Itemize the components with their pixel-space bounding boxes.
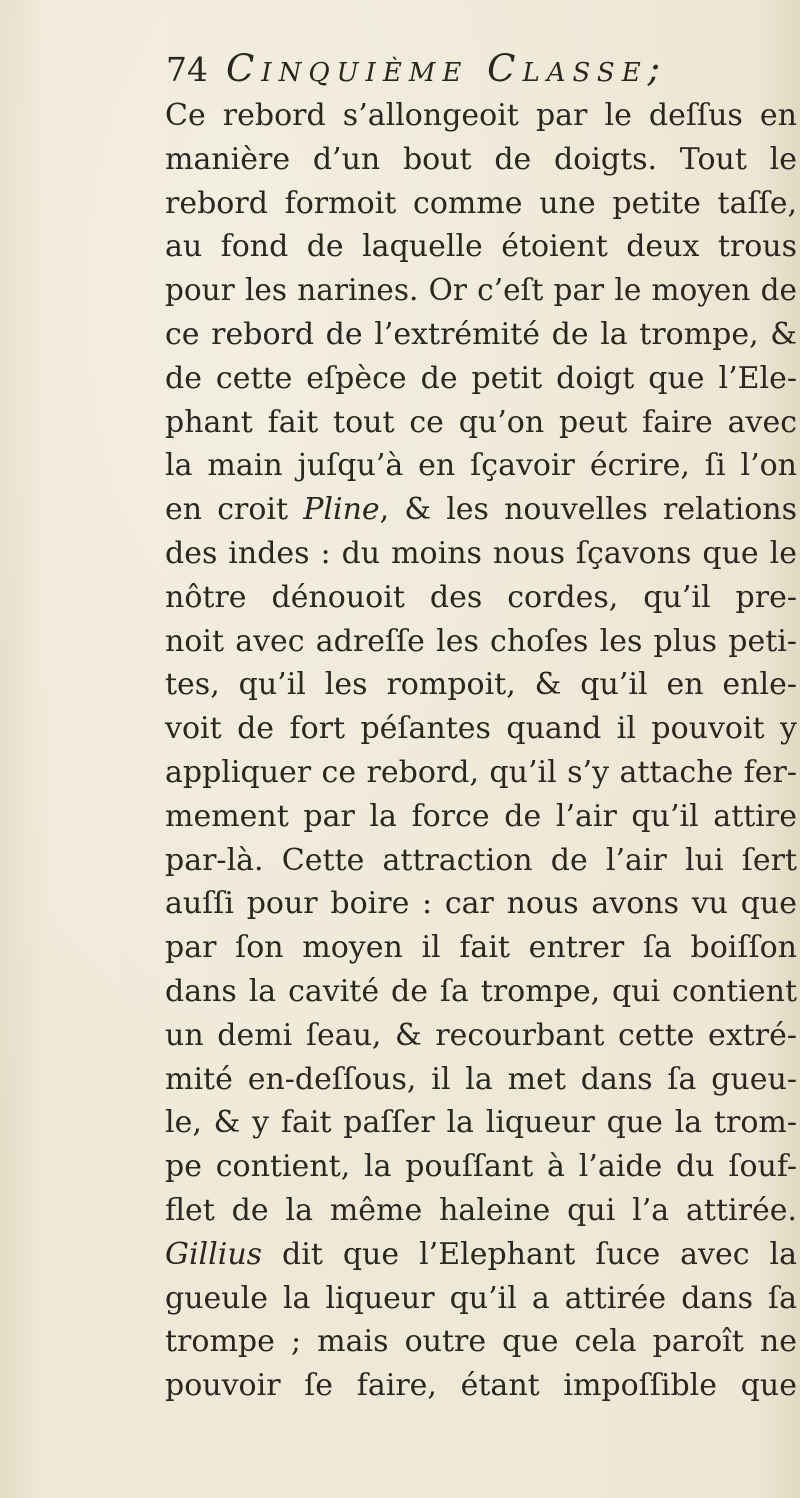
text-line: pe contient, la pouſſant à l’aide du ſouf- [165, 1149, 797, 1185]
text-line: mité en-deſſous, il la met dans ſa gueu- [165, 1061, 797, 1097]
text-line: auſſi pour boire : car nous avons vu que [165, 886, 797, 922]
text-line: phant fait tout ce qu’on peut faire avec [165, 404, 797, 440]
text-line: manière d’un bout de doigts. Tout le [165, 141, 797, 177]
running-title: Cinquième Classe; [226, 47, 668, 90]
body-text [165, 94, 797, 1408]
text-line: par ſon moyen il fait entrer ſa boiſſon [165, 930, 797, 966]
text-line: trompe ; mais outre que cela paroît ne [165, 1324, 797, 1360]
text-line: flet de la même haleine qui l’a attirée. [165, 1192, 797, 1228]
text-line: dans la cavité de ſa trompe, qui contient [165, 973, 797, 1009]
text-line: par-là. Cette attraction de l’air lui ſert [165, 842, 797, 878]
running-header [166, 44, 800, 94]
italic-author-name: Pline [303, 492, 380, 528]
text-line: des indes : du moins nous ſçavons que le [165, 535, 797, 571]
text-line: la main juſqu’à en ſçavoir écrire, ſi l’on [165, 448, 797, 484]
text-line: voit de fort péſantes quand il pouvoit y [165, 711, 797, 747]
text-run: dit que l’Elephant ſuce avec la [262, 1236, 797, 1272]
text-line: mement par la force de l’air qu’il attire [165, 798, 797, 834]
text-line: un demi ſeau, & recourbant cette extré- [165, 1017, 797, 1053]
text-line: au fond de laquelle étoient deux trous [165, 229, 797, 265]
text-run: , & les nouvelles relations [379, 492, 797, 528]
text-line: noit avec adreſſe les choſes les plus peti- [165, 623, 797, 659]
text-line: pouvoir ſe faire, étant impoſſible que [165, 1368, 797, 1404]
text-line: gueule la liqueur qu’il a attirée dans ſa [165, 1280, 797, 1316]
text-line [165, 1233, 797, 1277]
page-number: 74 [166, 50, 208, 89]
text-line: pour les narines. Or c’eſt par le moyen de [165, 273, 797, 308]
text-line: Ce rebord s’allongeoit par le deſſus en [165, 98, 797, 133]
text-line: ce rebord de l’extrémité de la trompe, & [165, 316, 797, 352]
italic-author-name: Gillius [165, 1236, 263, 1272]
text-line: nôtre dénouoit des cordes, qu’il pre- [165, 579, 797, 615]
text-line: le, & y fait paſſer la liqueur que la trom- [165, 1105, 797, 1141]
text-line [165, 488, 797, 532]
text-run: en croit [165, 492, 304, 528]
text-line: de cette eſpèce de petit doigt que l’Ele- [165, 360, 797, 396]
text-line: tes, qu’il les rompoit, & qu’il en enle- [165, 667, 797, 703]
text-line: appliquer ce rebord, qu’il s’y attache fer- [165, 754, 797, 790]
text-line: rebord formoit comme une petite taſſe, [165, 185, 797, 221]
